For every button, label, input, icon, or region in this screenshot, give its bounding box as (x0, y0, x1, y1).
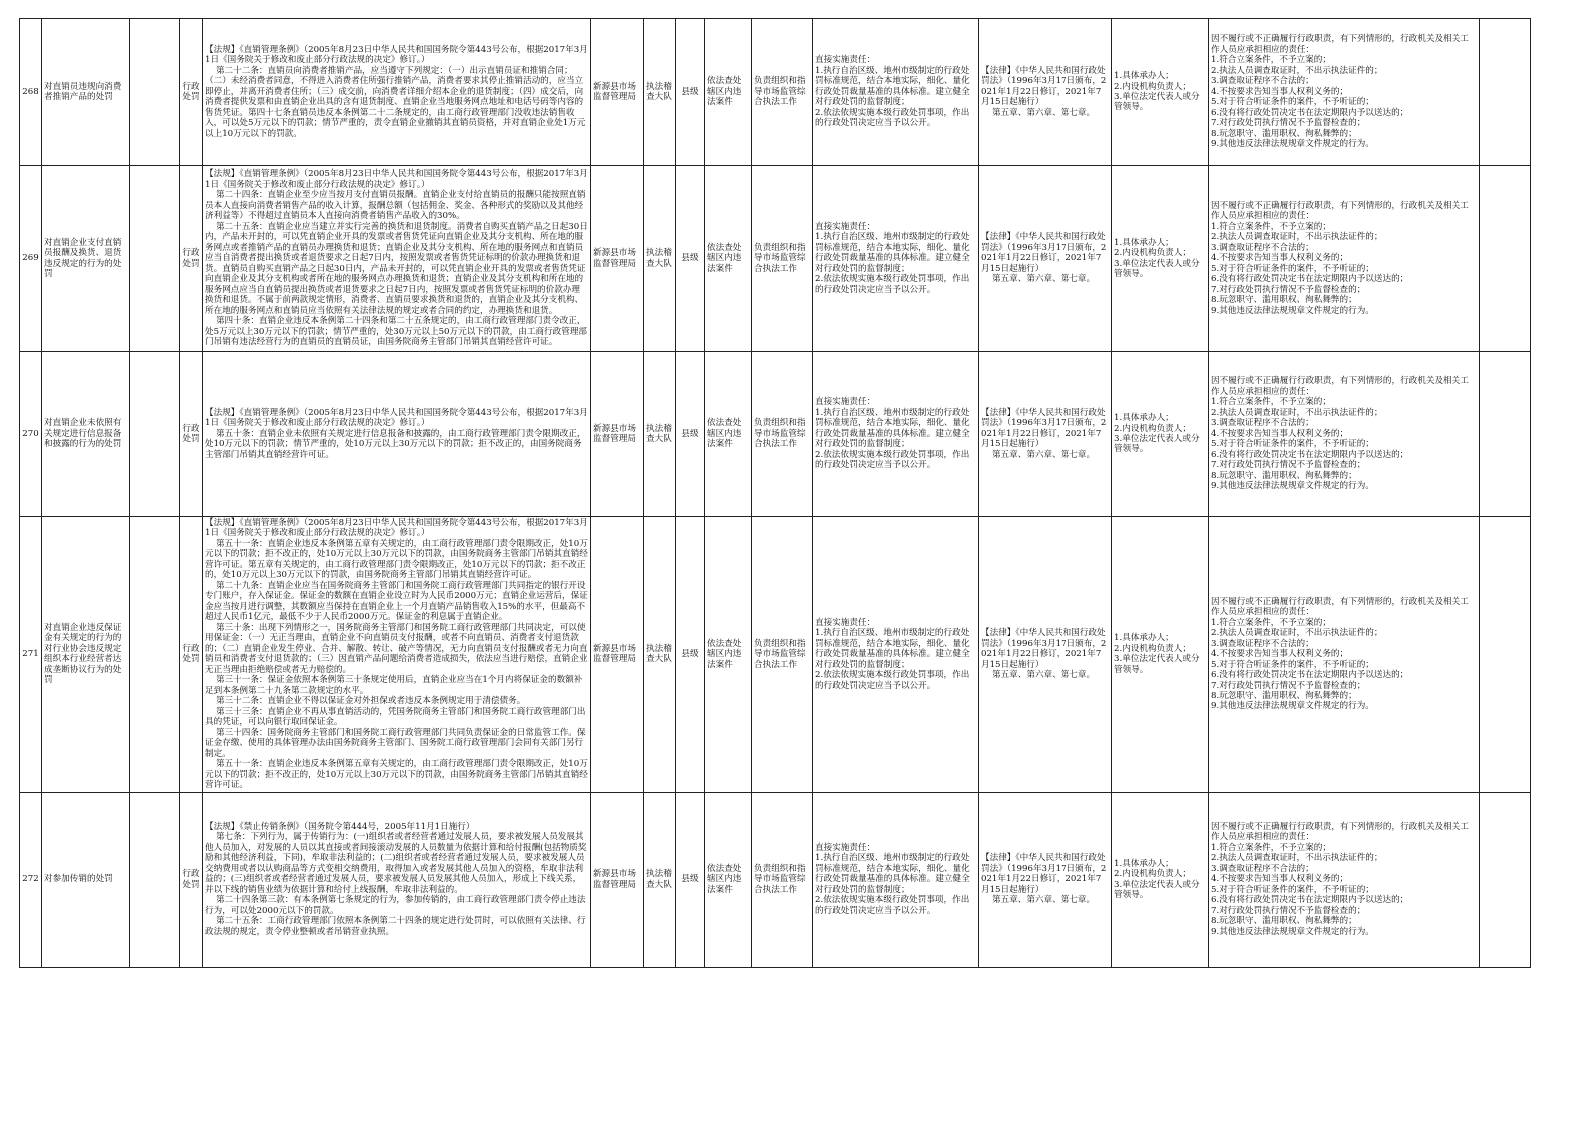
item-name: 对直销企业违反保证金有关规定的行为的对行业协会违反规定组织本行业经营者达成垄断协议行为的处罚 (42, 517, 130, 793)
responsible-unit: 执法稽查大队 (644, 792, 676, 967)
remark (1480, 517, 1531, 793)
responsible-unit: 执法稽查大队 (644, 166, 676, 352)
implementing-department: 新源县市场监督管理局 (591, 352, 644, 517)
remark (1480, 166, 1531, 352)
responsibility-basis: 【法律】《中华人民共和国行政处罚法》（1996年3月17日颁布，2021年1月22日修订，2021年7月15日起施行） 第五章、第六章、第七章。 (979, 792, 1112, 967)
implementing-department: 新源县市场监督管理局 (591, 19, 644, 166)
remark (1480, 792, 1531, 967)
department-duty: 负责组织和指导市场监管综合执法工作 (752, 792, 813, 967)
item-name: 对参加传销的处罚 (42, 792, 130, 967)
exercise-level: 县级 (676, 792, 705, 967)
sub-item (130, 19, 180, 166)
responsibility-content: 直接实施责任： 1.执行自治区级、地州市级制定的行政处罚标准规范，结合本地实际，细化、量化行政处罚裁量基准的具体标准。建立健全对行政处罚的监督制度； 2.依法依规实施本级行政处罚事项，作出的行政处罚决定应当予以公开。 (813, 352, 979, 517)
responsible-subject: 1.具体承办人； 2.内设机构负责人； 3.单位法定代表人或分管领导。 (1112, 19, 1209, 166)
item-type: 行政处罚 (180, 166, 203, 352)
item-type: 行政处罚 (180, 517, 203, 793)
jurisdiction-scope: 依法查处辖区内违法案件 (705, 166, 752, 352)
responsibility-basis: 【法律】《中华人民共和国行政处罚法》（1996年3月17日颁布，2021年1月22日修订，2021年7月15日起施行） 第五章、第六章、第七章。 (979, 166, 1112, 352)
liability-circumstances: 因不履行或不正确履行行政职责，有下列情形的，行政机关及相关工作人员应承担相应的责任： 1.符合立案条件，不予立案的； 2.执法人员调查取证时，不出示执法证件的； 3.调查取证程序不合法的； 4.不按要求告知当事人权利义务的； 5.对于符合听证条件的案件，不予听证的； 6.没有将行政处罚决定书在法定期限内予以送达的； 7.对行政处罚执行情况不予监督检查的； 8.玩忽职守、滥用职权、徇私舞弊的； 9.其他违反法律法规规章文件规定的行为。 (1209, 19, 1480, 166)
jurisdiction-scope: 依法查处辖区内违法案件 (705, 352, 752, 517)
responsible-subject: 1.具体承办人； 2.内设机构负责人； 3.单位法定代表人或分管领导。 (1112, 352, 1209, 517)
responsibility-basis: 【法律】《中华人民共和国行政处罚法》（1996年3月17日颁布，2021年1月22日修订，2021年7月15日起施行） 第五章、第六章、第七章。 (979, 352, 1112, 517)
remark (1480, 352, 1531, 517)
responsible-unit: 执法稽查大队 (644, 19, 676, 166)
item-type: 行政处罚 (180, 19, 203, 166)
table-row (20, 517, 1531, 793)
liability-circumstances: 因不履行或不正确履行行政职责，有下列情形的，行政机关及相关工作人员应承担相应的责任： 1.符合立案条件，不予立案的； 2.执法人员调查取证时，不出示执法证件的； 3.调查取证程序不合法的； 4.不按要求告知当事人权利义务的； 5.对于符合听证条件的案件，不予听证的； 6.没有将行政处罚决定书在法定期限内予以送达的； 7.对行政处罚执行情况不予监督检查的； 8.玩忽职守、滥用职权、徇私舞弊的； 9.其他违反法律法规规章文件规定的行为。 (1209, 352, 1480, 517)
department-duty: 负责组织和指导市场监管综合执法工作 (752, 352, 813, 517)
department-duty: 负责组织和指导市场监管综合执法工作 (752, 19, 813, 166)
sub-item (130, 166, 180, 352)
responsible-unit: 执法稽查大队 (644, 352, 676, 517)
remark (1480, 19, 1531, 166)
jurisdiction-scope: 依法查处辖区内违法案件 (705, 517, 752, 793)
item-number: 271 (20, 517, 42, 793)
duty-list-table (19, 18, 1531, 968)
implementing-department: 新源县市场监督管理局 (591, 517, 644, 793)
table-row (20, 19, 1531, 166)
responsibility-content: 直接实施责任： 1.执行自治区级、地州市级制定的行政处罚标准规范，结合本地实际，细化、量化行政处罚裁量基准的具体标准。建立健全对行政处罚的监督制度； 2.依法依规实施本级行政处罚事项，作出的行政处罚决定应当予以公开。 (813, 19, 979, 166)
exercise-level: 县级 (676, 352, 705, 517)
liability-circumstances: 因不履行或不正确履行行政职责，有下列情形的，行政机关及相关工作人员应承担相应的责任： 1.符合立案条件，不予立案的； 2.执法人员调查取证时，不出示执法证件的； 3.调查取证程序不合法的； 4.不按要求告知当事人权利义务的； 5.对于符合听证条件的案件，不予听证的； 6.没有将行政处罚决定书在法定期限内予以送达的； 7.对行政处罚执行情况不予监督检查的； 8.玩忽职守、滥用职权、徇私舞弊的； 9.其他违反法律法规规章文件规定的行为。 (1209, 166, 1480, 352)
item-type: 行政处罚 (180, 352, 203, 517)
table-row (20, 352, 1531, 517)
item-number: 270 (20, 352, 42, 517)
exercise-level: 县级 (676, 517, 705, 793)
item-name: 对直销企业支付直销员报酬及换货、退货违反规定的行为的处罚 (42, 166, 130, 352)
sub-item (130, 517, 180, 793)
responsible-subject: 1.具体承办人； 2.内设机构负责人； 3.单位法定代表人或分管领导。 (1112, 517, 1209, 793)
department-duty: 负责组织和指导市场监管综合执法工作 (752, 166, 813, 352)
responsibility-content: 直接实施责任： 1.执行自治区级、地州市级制定的行政处罚标准规范，结合本地实际，细化、量化行政处罚裁量基准的具体标准。建立健全对行政处罚的监督制度； 2.依法依规实施本级行政处罚事项，作出的行政处罚决定应当予以公开。 (813, 166, 979, 352)
responsible-subject: 1.具体承办人； 2.内设机构负责人； 3.单位法定代表人或分管领导。 (1112, 792, 1209, 967)
liability-circumstances: 因不履行或不正确履行行政职责，有下列情形的，行政机关及相关工作人员应承担相应的责任： 1.符合立案条件，不予立案的； 2.执法人员调查取证时，不出示执法证件的； 3.调查取证程序不合法的； 4.不按要求告知当事人权利义务的； 5.对于符合听证条件的案件，不予听证的； 6.没有将行政处罚决定书在法定期限内予以送达的； 7.对行政处罚执行情况不予监督检查的； 8.玩忽职守、滥用职权、徇私舞弊的； 9.其他违反法律法规规章文件规定的行为。 (1209, 792, 1480, 967)
sub-item (130, 792, 180, 967)
legal-basis: 【法规】《直销管理条例》（2005年8月23日中华人民共和国国务院令第443号公布，根据2017年3月1日《国务院关于修改和废止部分行政法规的决定》修订。） 第五十条：直销企业未依照有关规定进行信息报备和披露的，由工商行政管理部门责令限期改正，处10万元以下的罚款；情节严重的，处10万元以上30万元以下的罚款；拒不改正的，由国务院商务主管部门吊销其直销经营许可证。 (203, 352, 591, 517)
legal-basis: 【法规】《直销管理条例》（2005年8月23日中华人民共和国国务院令第443号公布，根据2017年3月1日《国务院关于修改和废止部分行政法规的决定》修订。） 第二十二条：直销员向消费者推销产品，应当遵守下列规定：（一）出示直销员证和推销合同；（二）未经消费者同意，不得进入消费者住所强行推销产品，消费者要求其停止推销活动的，应当立即停止，并离开消费者住所；（三）成交前，向消费者详细介绍本企业的退货制度；（四）成交后，向消费者提供发票和由直销企业出具的含有退货制度、直销企业当地服务网点地址和电话号码等内容的售货凭证。第四十七条直销员违反本条例第二十二条规定的，由工商行政管理部门没收违法销售收入，可以处5万元以下的罚款；情节严重的，责令直销企业撤销其直销员资格，并对直销企业处1万元以上10万元以下的罚款。 (203, 19, 591, 166)
item-number: 272 (20, 792, 42, 967)
item-type: 行政处罚 (180, 792, 203, 967)
table-row (20, 166, 1531, 352)
legal-basis: 【法规】《直销管理条例》（2005年8月23日中华人民共和国国务院令第443号公布，根据2017年3月1日《国务院关于修改和废止部分行政法规的决定》修订。） 第二十四条：直销企业至少应当按月支付直销员报酬。直销企业支付给直销员的报酬只能按照直销员本人直接向消费者销售产品的收入计算，报酬总额（包括佣金、奖金、各种形式的奖励以及其他经济利益等）不得超过直销员本人直接向消费者销售产品收入的30%。 第二十五条：直销企业应当建立并实行完善的换货和退货制度。消费者自购买直销产品之日起30日内，产品未开封的，可以凭直销企业开具的发票或者售货凭证向直销企业及其分支机构、所在地的服务网点或者推销产品的直销员办理换货和退货；直销企业及其分支机构、所在地的服务网点和直销员应当自消费者提出换货或者退货要求之日起7日内，按照发票或者售货凭证标明的价款办理换货和退货。直销员自购买直销产品之日起30日内，产品未开封的，可以凭直销企业开具的发票或者售货凭证向直销企业及其分支机构或者所在地的服务网点办理换货和退货；直销企业及其分支机构和所在地的服务网点应当自直销员提出换货或者退货要求之日起7日内，按照发票或者售货凭证标明的价款办理换货和退货。不属于前两款规定情形，消费者、直销员要求换货和退货的，直销企业及其分支机构、所在地的服务网点和直销员应当依照有关法律法规的规定或者合同的约定，办理换货和退货。 第四十条：直销企业违反本条例第二十四条和第二十五条规定的，由工商行政管理部门责令改正，处5万元以上30万元以下的罚款；情节严重的，处30万元以上50万元以下的罚款，由工商行政管理部门吊销有违法经营行为的直销员的直销员证，由国务院商务主管部门吊销其直销经营许可证。 (203, 166, 591, 352)
responsibility-content: 直接实施责任： 1.执行自治区级、地州市级制定的行政处罚标准规范，结合本地实际，细化、量化行政处罚裁量基准的具体标准。建立健全对行政处罚的监督制度； 2.依法依规实施本级行政处罚事项，作出的行政处罚决定应当予以公开。 (813, 792, 979, 967)
exercise-level: 县级 (676, 19, 705, 166)
item-number: 268 (20, 19, 42, 166)
responsible-subject: 1.具体承办人； 2.内设机构负责人； 3.单位法定代表人或分管领导。 (1112, 166, 1209, 352)
jurisdiction-scope: 依法查处辖区内违法案件 (705, 792, 752, 967)
responsibility-content: 直接实施责任： 1.执行自治区级、地州市级制定的行政处罚标准规范，结合本地实际，细化、量化行政处罚裁量基准的具体标准。建立健全对行政处罚的监督制度； 2.依法依规实施本级行政处罚事项，作出的行政处罚决定应当予以公开。 (813, 517, 979, 793)
table-row (20, 792, 1531, 967)
legal-basis: 【法规】《直销管理条例》（2005年8月23日中华人民共和国国务院令第443号公布，根据2017年3月1日《国务院关于修改和废止部分行政法规的决定》修订。） 第五十一条：直销企业违反本条例第五章有关规定的，由工商行政管理部门责令限期改正，处10万元以下的罚款；拒不改正的，处10万元以上30万元以下的罚款，由国务院商务主管部门吊销其直销经营许可证。第五章有关规定的，由工商行政管理部门责令限期改正，处10万元以下的罚款；拒不改正的，处10万元以上30万元以下的罚款，由国务院商务主管部门吊销其直销经营许可证。 第二十九条：直销企业应当在国务院商务主管部门和国务院工商行政管理部门共同指定的银行开设专门账户，存入保证金。保证金的数额在直销企业设立时为人民币2000万元；直销企业运营后，保证金应当按月进行调整，其数额应当保持在直销企业上一个月直销产品销售收入15%的水平，但最高不超过人民币1亿元，最低不少于人民币2000万元。保证金的利息属于直销企业。 第三十条：出现下列情形之一，国务院商务主管部门和国务院工商行政管理部门共同决定，可以使用保证金：（一）无正当理由，直销企业不向直销员支付报酬，或者不向直销员、消费者支付退货款的；（二）直销企业发生停业、合并、解散、转让、破产等情况，无力向直销员支付报酬或者无力向直销员和消费者支付退货款的；（三）因直销产品问题给消费者造成损失，依法应当进行赔偿，直销企业无正当理由拒绝赔偿或者无力赔偿的。 第三十一条：保证金依照本条例第三十条规定使用后，直销企业应当在1个月内将保证金的数额补足到本条例第二十九条第二款规定的水平。 第三十二条：直销企业不得以保证金对外担保或者违反本条例规定用于清偿债务。 第三十三条：直销企业不再从事直销活动的，凭国务院商务主管部门和国务院工商行政管理部门出具的凭证，可以向银行取回保证金。 第三十四条：国务院商务主管部门和国务院工商行政管理部门共同负责保证金的日常监管工作。保证金存缴、使用的具体管理办法由国务院商务主管部门、国务院工商行政管理部门会同有关部门另行制定。 第五十一条：直销企业违反本条例第五章有关规定的，由工商行政管理部门责令限期改正，处10万元以下的罚款；拒不改正的，处10万元以上30万元以下的罚款，由国务院商务主管部门吊销其直销经营许可证。 (203, 517, 591, 793)
sub-item (130, 352, 180, 517)
implementing-department: 新源县市场监督管理局 (591, 166, 644, 352)
item-name: 对直销企业未依照有关规定进行信息报备和披露的行为的处罚 (42, 352, 130, 517)
responsibility-basis: 【法律】《中华人民共和国行政处罚法》（1996年3月17日颁布，2021年1月22日修订，2021年7月15日起施行） 第五章、第六章、第七章。 (979, 517, 1112, 793)
liability-circumstances: 因不履行或不正确履行行政职责，有下列情形的，行政机关及相关工作人员应承担相应的责任： 1.符合立案条件，不予立案的； 2.执法人员调查取证时，不出示执法证件的； 3.调查取证程序不合法的； 4.不按要求告知当事人权利义务的； 5.对于符合听证条件的案件，不予听证的； 6.没有将行政处罚决定书在法定期限内予以送达的； 7.对行政处罚执行情况不予监督检查的； 8.玩忽职守、滥用职权、徇私舞弊的； 9.其他违反法律法规规章文件规定的行为。 (1209, 517, 1480, 793)
implementing-department: 新源县市场监督管理局 (591, 792, 644, 967)
item-number: 269 (20, 166, 42, 352)
jurisdiction-scope: 依法查处辖区内违法案件 (705, 19, 752, 166)
legal-basis: 【法规】《禁止传销条例》（国务院令第444号，2005年11月1日施行） 第七条：下列行为，属于传销行为：(一)组织者或者经营者通过发展人员，要求被发展人员发展其他人员加入，对发展的人员以其直接或者间接滚动发展的人员数量为依据计算和给付报酬(包括物质奖励和其他经济利益，下同)，牟取非法利益的；(二)组织者或者经营者通过发展人员，要求被发展人员交纳费用或者以认购商品等方式变相交纳费用，取得加入或者发展其他人员加入的资格，牟取非法利益的；(三)组织者或者经营者通过发展人员，要求被发展人员发展其他人员加入，形成上下线关系，并以下线的销售业绩为依据计算和给付上线报酬，牟取非法利益的。 第二十四条第三款：有本条例第七条规定的行为，参加传销的，由工商行政管理部门责令停止违法行为，可以处2000元以下的罚款。 第二十五条：工商行政管理部门依照本条例第二十四条的规定进行处罚时，可以依照有关法律、行政法规的规定，责令停业整顿或者吊销营业执照。 (203, 792, 591, 967)
item-name: 对直销员违规向消费者推销产品的处罚 (42, 19, 130, 166)
department-duty: 负责组织和指导市场监管综合执法工作 (752, 517, 813, 793)
exercise-level: 县级 (676, 166, 705, 352)
responsible-unit: 执法稽查大队 (644, 517, 676, 793)
responsibility-basis: 【法律】《中华人民共和国行政处罚法》（1996年3月17日颁布，2021年1月22日修订，2021年7月15日起施行） 第五章、第六章、第七章。 (979, 19, 1112, 166)
